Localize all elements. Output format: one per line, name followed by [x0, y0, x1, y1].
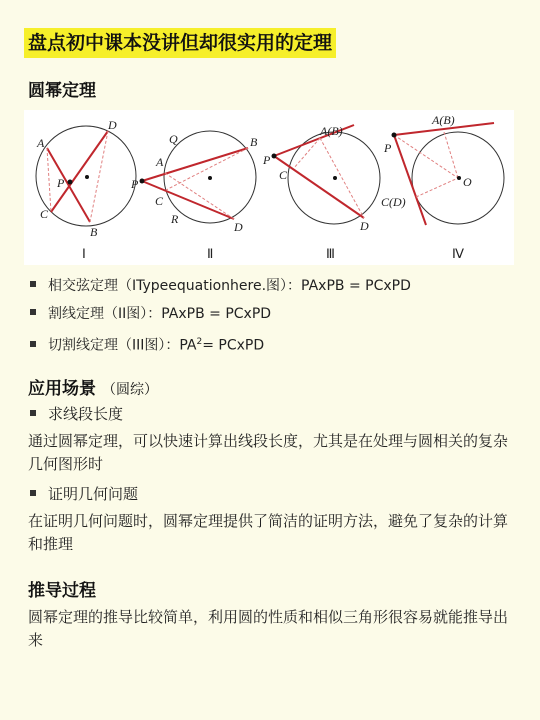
fig3-label-ab: A(B)	[320, 124, 343, 138]
figure-iii	[262, 124, 380, 261]
fig1-label-d: D	[108, 118, 117, 132]
fig3-numeral: Ⅲ	[326, 246, 335, 261]
fig4-numeral: Ⅳ	[452, 246, 464, 261]
figure-i	[36, 118, 136, 261]
bullet-text-after: = PCxPD	[202, 337, 265, 354]
figure-ii	[130, 131, 258, 261]
fig1-label-p: P	[57, 176, 65, 190]
bullet-prove-geometry	[30, 484, 138, 504]
theorem-figure	[24, 110, 514, 265]
section-heading-applications	[28, 374, 158, 399]
bullet-square-icon	[30, 490, 36, 496]
fig2-numeral: Ⅱ	[207, 246, 214, 261]
bullet-secant	[30, 304, 271, 324]
bullet-square-icon	[30, 410, 36, 416]
fig4-label-cd: C(D)	[381, 195, 406, 209]
superscript-2: 2	[196, 337, 203, 347]
fig2-label-a: A	[156, 155, 164, 169]
fig4-label-p: P	[384, 141, 392, 155]
bullet-find-length	[30, 404, 123, 424]
paragraph-find-length: 通过圆幂定理，可以快速计算出线段长度，尤其是在处理与圆相关的复杂几何图形时	[28, 432, 509, 473]
paragraph-prove-geometry: 在证明几何问题时，圆幂定理提供了简洁的证明方法，避免了复杂的计算和推理	[28, 512, 509, 553]
fig3-label-c: C	[279, 168, 288, 182]
heading-text: 应用场景	[28, 379, 96, 399]
theorem-diagram	[24, 110, 514, 265]
fig1-numeral: Ⅰ	[82, 246, 86, 261]
fig2-label-d: D	[234, 220, 243, 234]
fig2-label-q: Q	[169, 132, 178, 146]
fig4-label-ab: A(B)	[432, 113, 455, 127]
fig3-label-d: D	[360, 219, 369, 233]
page-title: 盘点初中课本没讲但却很实用的定理	[24, 28, 336, 58]
heading-subtitle: （圆综）	[102, 382, 158, 398]
bullet-square-icon	[30, 281, 36, 287]
bullet-intersecting-chords	[30, 276, 411, 296]
bullet-text: 证明几何问题	[48, 485, 139, 503]
bullet-text: 相交弦定理（ITypeequationhere.图）：PAxPB = PCxPD	[48, 278, 411, 294]
bullet-square-icon	[30, 341, 36, 347]
bullet-square-icon	[30, 309, 36, 315]
bullet-text: 求线段长度	[48, 405, 124, 423]
fig3-label-p: P	[263, 153, 271, 167]
fig1-label-b: B	[90, 225, 98, 239]
bullet-text: 切割线定理（III图）：PA	[48, 337, 197, 354]
fig1-label-a: A	[37, 136, 45, 150]
bullet-text: 割线定理（II图）：PAxPB = PCxPD	[48, 306, 272, 322]
section-heading-circle-power: 圆幂定理	[28, 81, 96, 101]
fig1-label-c: C	[40, 207, 49, 221]
fig4-label-o: O	[463, 175, 472, 189]
fig2-label-r: R	[171, 212, 179, 226]
fig2-label-p: P	[131, 177, 139, 191]
paragraph-derivation: 圆幂定理的推导比较简单，利用圆的性质和相似三角形很容易就能推导出来	[28, 608, 509, 649]
fig2-label-b: B	[250, 135, 258, 149]
fig2-label-c: C	[155, 194, 164, 208]
bullet-tangent-secant	[30, 332, 264, 356]
section-heading-derivation: 推导过程	[28, 581, 96, 601]
figure-iv	[381, 113, 504, 261]
